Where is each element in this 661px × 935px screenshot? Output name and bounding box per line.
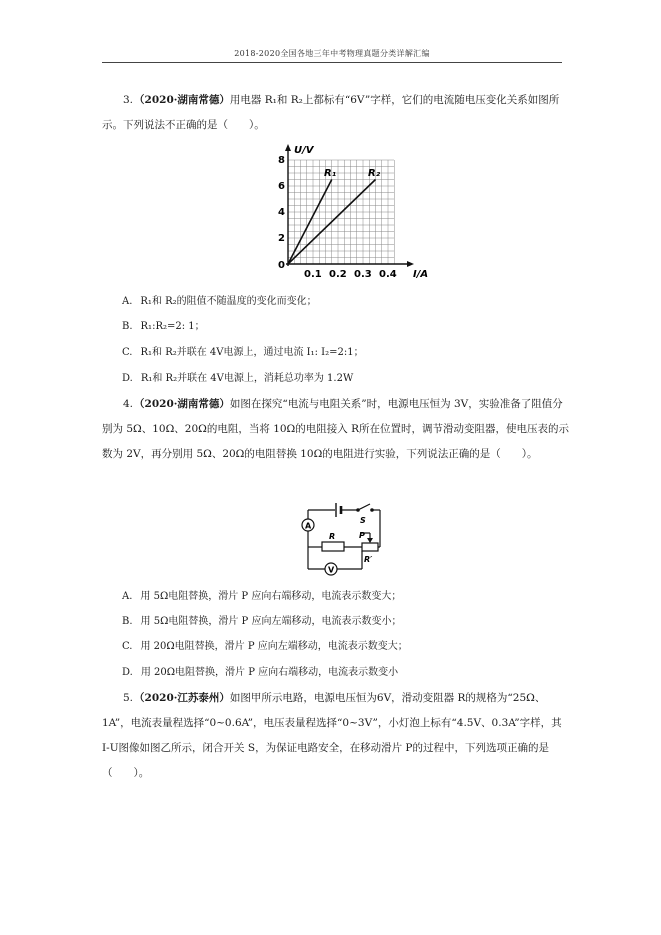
x-axis-label: I/A xyxy=(413,269,429,280)
header-rule xyxy=(102,62,562,63)
q4-circuit-diagram xyxy=(290,495,400,585)
slider-label: P xyxy=(359,531,365,540)
y-tick-label: 4 xyxy=(278,207,285,218)
r2-line-label: R₂ xyxy=(368,168,381,179)
q3-option-a: A. R₁和 R₂的阻值不随温度的变化而变化； xyxy=(122,296,317,307)
question-5-source: （2020·江苏泰州） xyxy=(134,692,230,704)
x-tick-label: 0.1 xyxy=(304,269,322,280)
question-3 xyxy=(102,88,570,138)
voltmeter-label: V xyxy=(328,565,335,575)
q4-option-a: A. 用 5Ω电阻替换，滑片 P 应向右端移动，电流表示数变大； xyxy=(122,591,402,602)
question-5-stem: 如图甲所示电路，电源电压恒为6V，滑动变阻器 R的规格为“25Ω、1A”，电流表量程选择“0~0.6A”，电压表量程选择“0~3V”，小灯泡上标有“4.5V、0.3A”字样，其 I-U图像如图乙所示，闭合开关 S，为保证电路安全，在移动滑片 P的过程中，下列选项正确的是（ ）。 xyxy=(102,692,562,779)
q4-option-d: D. 用 20Ω电阻替换，滑片 P 应向右端移动，电流表示数变小 xyxy=(122,667,399,678)
q4-option-c: C. 用 20Ω电阻替换，滑片 P 应向左端移动，电流表示数变大； xyxy=(122,641,408,652)
q3-option-d: D. R₁和 R₂并联在 4V电源上，消耗总功率为 1.2W xyxy=(122,373,354,384)
question-4-number: 4. xyxy=(123,398,134,410)
ammeter-label: A xyxy=(305,521,312,531)
question-3-stem: 用电器 R₁和 R₂上都标有“6V”字样，它们的电流随电压变化关系如图所示。下列说法不正确的是（ ）。 xyxy=(102,94,560,131)
x-tick-label: 0.4 xyxy=(379,269,397,280)
question-4-stem: 如图在探究“电流与电阻关系”时，电源电压恒为 3V，实验准备了阻值分别为 5Ω、10Ω、20Ω的电阻，当将 10Ω的电阻接入 R所在位置时，调节滑动变阻器，使电压表的示数为 2V，再分别用 5Ω、20Ω的电阻替换 10Ω的电阻进行实验，下列说法正确的是（ ）。 xyxy=(102,398,570,460)
q3-graph xyxy=(270,140,440,280)
origin-label: 0 xyxy=(278,260,285,271)
y-tick-label: 2 xyxy=(278,233,285,244)
line-r1 xyxy=(288,180,332,265)
rheostat-label: R′ xyxy=(364,555,373,564)
y-axis-label: U/V xyxy=(294,145,314,156)
page-header: 2018-2020全国各地三年中考物理真题分类详解汇编 xyxy=(234,49,430,58)
question-5-number: 5. xyxy=(123,692,134,704)
x-tick-label: 0.3 xyxy=(354,269,372,280)
q3-option-b: B. R₁:R₂=2: 1； xyxy=(122,321,205,332)
y-tick-label: 6 xyxy=(278,181,285,192)
resistor-r xyxy=(322,542,344,551)
resistor-label: R xyxy=(329,532,336,541)
switch-label: S xyxy=(360,516,366,525)
y-tick-label: 8 xyxy=(278,155,285,166)
q3-option-c: C. R₁和 R₂并联在 4V电源上，通过电流 I₁: I₂=2:1； xyxy=(122,347,364,358)
x-tick-label: 0.2 xyxy=(329,269,347,280)
question-4-source: （2020·湖南常德） xyxy=(134,398,230,410)
rheostat xyxy=(362,543,378,551)
question-4 xyxy=(102,392,570,467)
switch-blade xyxy=(358,504,370,510)
q4-option-b: B. 用 5Ω电阻替换，滑片 P 应向左端移动，电流表示数变小； xyxy=(122,616,402,627)
question-5 xyxy=(102,686,570,786)
r1-line-label: R₁ xyxy=(324,168,337,179)
question-3-source: （2020·湖南常德） xyxy=(134,94,230,106)
question-3-number: 3. xyxy=(123,94,134,106)
